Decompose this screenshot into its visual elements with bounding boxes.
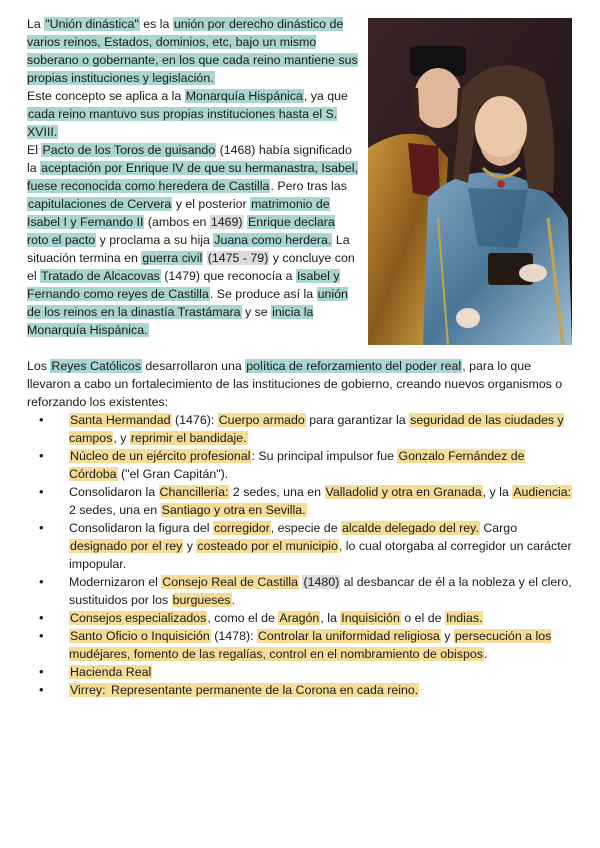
text-run: y se: [241, 305, 272, 319]
highlighted-text: Consejos especializados: [70, 611, 207, 625]
highlighted-text: reprimir el bandidaje.: [130, 431, 247, 445]
text-run: y: [183, 539, 197, 553]
highlighted-text: Juana como herdera.: [214, 233, 332, 247]
highlighted-text: Pacto de los Toros de guisando: [42, 143, 216, 157]
text-run: Los: [27, 359, 51, 373]
highlighted-text: aceptación por Enrique IV de que su hermanastra, Isabel, fuese reconocida como heredera de Castilla: [27, 161, 358, 193]
paragraph-union-dinastica: [27, 15, 359, 87]
text-run: , ya que: [303, 89, 348, 103]
text-run: y concluye con el: [27, 251, 355, 283]
highlighted-text: "Unión dinástica": [45, 17, 139, 31]
text-run: (1478):: [210, 629, 257, 643]
paragraph-reyes-catolicos: [27, 357, 575, 411]
highlighted-text: Virrey:: [70, 683, 106, 697]
intro-text-column: [27, 15, 359, 339]
text-run: (1468) había significado la: [27, 143, 352, 175]
text-run: desarrollaron una: [141, 359, 246, 373]
highlighted-text: Enrique declara roto el pacto: [27, 215, 335, 247]
text-run: La situación termina en: [27, 233, 350, 265]
list-item: [27, 627, 575, 663]
highlighted-text: capitulaciones de Cervera: [28, 197, 172, 211]
text-run: . Pero tras las: [270, 179, 347, 193]
highlighted-text: Tratado de Alcacovas: [41, 269, 160, 283]
highlighted-text: Santa Hermandad: [70, 413, 171, 427]
paragraph-pacto-toros: [27, 141, 359, 339]
text-run: (ambos en: [144, 215, 210, 229]
text-run: ("el Gran Capitán").: [117, 467, 229, 481]
text-run: , la: [320, 611, 341, 625]
text-run: o el de: [400, 611, 445, 625]
list-item: [27, 609, 575, 627]
text-run: Consolidaron la figura del: [69, 521, 213, 535]
highlighted-text: matrimonio de Isabel I y Fernando II: [27, 197, 330, 229]
text-run: , y la: [482, 485, 513, 499]
highlighted-text: Reyes Católicos: [51, 359, 141, 373]
list-item: [27, 573, 575, 609]
text-run: , para lo que llevaron a cabo un fortalecimiento de las instituciones de gobierno, creando nuevos organismos o reforzando los existentes:: [27, 359, 563, 409]
highlighted-text: designado por el rey: [70, 539, 183, 553]
text-run: 2 sedes, una en: [69, 503, 161, 517]
highlighted-text: Inquisición: [341, 611, 400, 625]
text-run: , lo cual otorgaba al corregidor un carácter impopular.: [69, 539, 572, 571]
highlighted-text: Núcleo de un ejército profesional: [70, 449, 251, 463]
highlighted-text: (1475 - 79): [207, 251, 269, 265]
portrait-image-reyes-catolicos: [368, 18, 572, 345]
text-run: y: [440, 629, 454, 643]
text-run: al desbancar de él a la nobleza y el clero, sustituidos por los: [69, 575, 572, 607]
highlighted-text: corregidor: [213, 521, 270, 535]
list-item: [27, 519, 575, 573]
highlighted-text: Isabel y Fernando como reyes de Castilla: [27, 269, 340, 301]
highlighted-text: Santiago y otra en Sevilla.: [161, 503, 306, 517]
highlighted-text: cada reino mantuvo sus propias instituciones hasta el S. XVIII.: [27, 107, 338, 139]
highlighted-text: seguridad de las ciudades y campos: [69, 413, 564, 445]
highlighted-text: Indias.: [445, 611, 483, 625]
highlighted-text: Representante permanente de la Corona en cada reino.: [107, 683, 419, 697]
text-run: , como el de: [207, 611, 279, 625]
portrait-illustration: [368, 18, 572, 345]
institutions-list: [27, 411, 575, 699]
highlighted-text: Audiencia:: [513, 485, 572, 499]
paragraph-monarquia-hispanica: [27, 87, 359, 141]
text-run: : Su principal impulsor fue: [251, 449, 398, 463]
text-run: , especie de: [270, 521, 342, 535]
text-run: , y: [113, 431, 130, 445]
text-run: y el posterior: [172, 197, 251, 211]
text-run: (1476):: [171, 413, 218, 427]
text-run: es la: [139, 17, 173, 31]
text-run: Este concepto se aplica a la: [27, 89, 185, 103]
list-item: [27, 681, 575, 699]
text-run: para garantizar la: [305, 413, 410, 427]
highlighted-text: Aragón: [279, 611, 320, 625]
text-run: .: [231, 593, 235, 607]
highlighted-text: unión por derecho dinástico de varios reinos, Estados, dominios, etc, bajo un mismo soberano o gobernante, en los que cada reino mantiene sus propias instituciones y legislación.: [27, 17, 358, 85]
highlighted-text: Cuerpo armado: [218, 413, 305, 427]
text-run: 2 sedes, una en: [229, 485, 325, 499]
text-run: .: [483, 647, 488, 661]
highlighted-text: Consejo Real de Castilla: [162, 575, 298, 589]
list-item: [27, 483, 575, 519]
highlighted-text: 1469): [210, 215, 243, 229]
highlighted-text: Chancillería:: [159, 485, 229, 499]
highlighted-text: alcalde delegado del rey.: [342, 521, 479, 535]
highlighted-text: Gonzalo Fernández de Córdoba: [69, 449, 525, 481]
highlighted-text: unión de los reinos en la dinastía Trastámara: [27, 287, 348, 319]
main-text: [27, 357, 575, 699]
highlighted-text: inicia la Monarquía Hispánica.: [27, 305, 314, 337]
text-run: Cargo: [479, 521, 518, 535]
text-run: (1479) que reconocía a: [160, 269, 296, 283]
text-run: Modernizaron el: [69, 575, 162, 589]
highlighted-text: Hacienda Real: [70, 665, 152, 679]
text-run: El: [27, 143, 42, 157]
highlighted-text: costeado por el municipio: [197, 539, 338, 553]
highlighted-text: Controlar la uniformidad religiosa: [257, 629, 440, 643]
list-item: [27, 663, 575, 681]
highlighted-text: persecución a los mudéjares, fomento de las regalías, control en el nombramiento de obispos: [69, 629, 552, 661]
list-item: [27, 447, 575, 483]
highlighted-text: burgueses: [172, 593, 231, 607]
highlighted-text: Valladolid y otra en Granada: [325, 485, 482, 499]
highlighted-text: política de reforzamiento del poder real: [246, 359, 462, 373]
highlighted-text: guerra civil: [142, 251, 203, 265]
text-run: La: [27, 17, 45, 31]
text-run: Consolidaron la: [69, 485, 159, 499]
highlighted-text: (1480): [303, 575, 340, 589]
list-item: [27, 411, 575, 447]
text-run: y proclama a su hija: [96, 233, 214, 247]
highlighted-text: Santo Oficio o Inquisición: [70, 629, 210, 643]
highlighted-text: Monarquía Hispánica: [185, 89, 303, 103]
text-run: . Se produce así la: [209, 287, 317, 301]
